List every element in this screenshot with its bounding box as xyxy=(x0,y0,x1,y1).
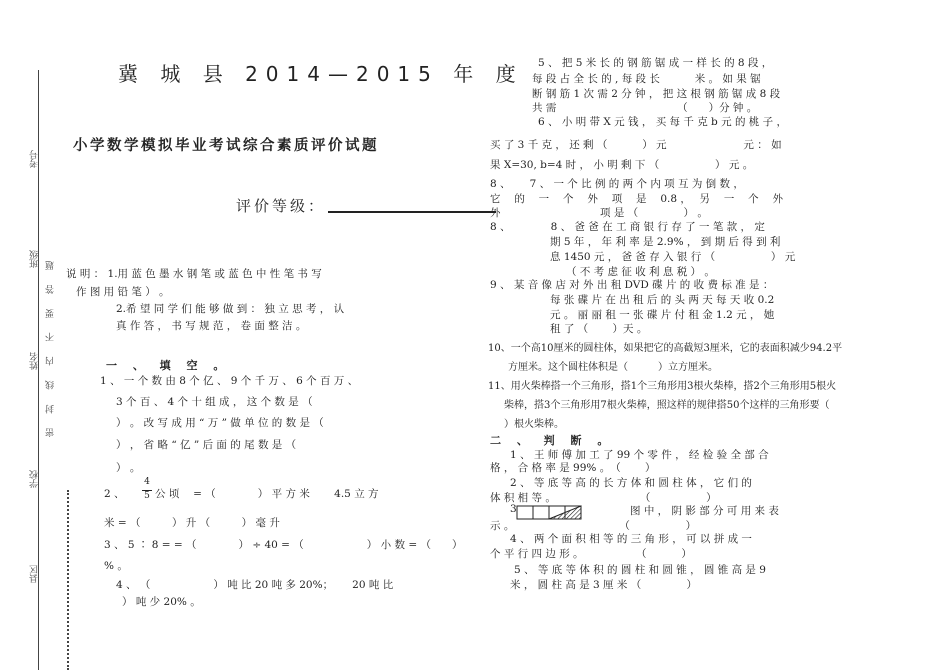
instructions-line3: 2.希 望 同 学 们 能 够 做 到 ： 独 立 思 考 ， 认 xyxy=(116,303,345,315)
q10-line-b: 方厘米。这个圆柱体积是（ ）立方厘米。 xyxy=(508,362,718,373)
q4-line-b: ） 吨 少 20% 。 xyxy=(122,596,201,608)
q11-line-c: ）根火柴棒。 xyxy=(504,419,564,430)
q5-line-a: 5 、 把 5 米 长 的 钢 筋 锯 成 一 样 长 的 8 段 ， xyxy=(538,57,773,69)
q9-line-c: 元 。 丽 丽 租 一 张 碟 片 付 租 金 1.2 元 ， 她 xyxy=(550,309,775,321)
binding-xingming: 姓名 xyxy=(30,352,40,370)
q6-line-a: 6 、 小 明 带 X 元 钱 ， 买 每 千 克 b 元 的 桃 子 ， xyxy=(538,116,787,128)
section-1-heading: 一 、 填 空 。 xyxy=(106,359,231,372)
q2-fraction-numerator: 4 xyxy=(144,477,150,487)
q1-line-b: 3 个 百 、 4 个 十 组 成 ， 这 个 数 是 （ xyxy=(116,396,313,408)
binding-dotted-line xyxy=(67,490,69,670)
q7-line-c: 项 是 （ ） 。 xyxy=(600,207,708,219)
j3-number: 3 xyxy=(510,503,517,515)
q11-line-a: 11、用火柴棒搭一个三角形，搭1个三角形用3根火柴棒，搭2个三角形用5根火 xyxy=(488,381,837,392)
q6-line-c: 果 X=30, b=4 时 ， 小 明 剩 下 （ ） 元 。 xyxy=(490,159,754,171)
j5-line-a: 5 、 等 底 等 体 积 的 圆 柱 和 圆 锥 ， 圆 锥 高 是 9 xyxy=(514,564,766,576)
j1-line-a: 1 、 王 师 傅 加 工 了 99 个 零 件 ， 经 检 验 全 部 合 xyxy=(510,449,769,461)
q7-line-b: 它 的 一 个 外 项 是 0.8 ， 另 一 个 外 xyxy=(490,193,783,205)
q2-line-a: 公 顷 = （ ） 平 方 米 4.5 立 方 xyxy=(155,488,379,500)
q1-line-a: 1 、 一 个 数 由 8 个 亿 、 9 个 千 万 、 6 个 百 万 、 xyxy=(100,375,359,387)
section-2-heading: 二 、 判 断 。 xyxy=(490,434,615,447)
q8-line-a: 8 、 8 、 爸 爸 在 工 商 银 行 存 了 一 笔 款 ， 定 xyxy=(490,221,765,233)
q8-line-c: 息 1450 元 ， 爸 爸 存 入 银 行 （ ） 元 xyxy=(550,251,796,263)
binding-seal: 密 封 线 内 不 要 答 题 xyxy=(46,255,56,438)
q8-line-b: 期 5 年 ， 年 利 率 是 2.9% ， 到 期 后 得 到 利 xyxy=(550,236,781,248)
q3-line-b: % 。 xyxy=(104,560,128,572)
j3-line-b: 示 。 （ ） xyxy=(490,520,697,532)
instructions-line1: 说 明 ： 1.用 蓝 色 墨 水 钢 笔 或 蓝 色 中 性 笔 书 写 xyxy=(66,268,322,280)
q4-line-a: 4 、 （ ） 吨 比 20 吨 多 20%； 20 吨 比 xyxy=(116,579,394,591)
q2-fraction-denominator: 5 xyxy=(144,491,150,501)
q6-line-b: 买 了 3 千 克 ， 还 剩 （ ） 元 元 ： 如 xyxy=(490,139,782,151)
binding-kaohao: 考号 xyxy=(30,150,40,168)
q7-line-a: 8 、 7 、 一 个 比 例 的 两 个 内 项 互 为 倒 数 ， xyxy=(490,178,744,190)
q1-line-d: ） ， 省 略 “ 亿 ” 后 面 的 尾 数 是 （ xyxy=(116,439,297,451)
page-title: 冀 城 县 2014—2015 年 度 xyxy=(118,62,524,86)
q5-line-d: 共 需 （ ）分 钟 。 xyxy=(532,102,758,114)
q7-line-c2: 外 xyxy=(490,207,501,219)
j4-line-b: 个 平 行 四 边 形 。 （ ） xyxy=(490,548,692,560)
grade-label: 评价等级： xyxy=(236,197,327,215)
j3-line-a: 图 中 ， 阴 影 部 分 可 用 来 表 xyxy=(630,505,779,517)
q2-number: 2 、 xyxy=(104,488,125,500)
j5-line-b: 米 ， 圆 柱 高 是 3 厘 米 （ ） xyxy=(510,579,698,591)
j1-line-b: 格 ， 合 格 率 是 99% 。 （ ） xyxy=(490,462,656,474)
q1-line-e: ） 。 xyxy=(116,462,141,474)
q1-line-c: ） 。 改 写 成 用 “ 万 ” 做 单 位 的 数 是 （ xyxy=(116,417,324,429)
j2-line-b: 体 积 相 等 。 （ ） xyxy=(490,492,717,504)
q3-line-a: 3 、 5 ∶ 8 = = （ ） ÷ 40 = （ ） 小 数 = （ ） xyxy=(104,539,463,551)
instructions-line2: 作 图 用 铅 笔 ） 。 xyxy=(76,286,170,298)
q8-line-d: （ 不 考 虑 征 收 利 息 税 ） 。 xyxy=(566,266,715,278)
instructions-line4: 真 作 答 ， 书 写 规 范 ， 卷 面 整 洁 。 xyxy=(116,320,307,332)
q9-line-d: 租 了 （ ）天 。 xyxy=(550,323,648,335)
j2-line-a: 2 、 等 底 等 高 的 长 方 体 和 圆 柱 体 ， 它 们 的 xyxy=(510,477,752,489)
binding-xianqu: 县区 xyxy=(30,565,40,583)
q5-line-c: 断 钢 筋 1 次 需 2 分 钟 ， 把 这 根 钢 筋 锯 成 8 段 xyxy=(532,88,781,100)
q11-line-b: 柴棒，搭3个三角形用7根火柴棒，照这样的规律搭50个这样的三角形要（ xyxy=(504,400,830,411)
page-subtitle: 小学数学模拟毕业考试综合素质评价试题 xyxy=(73,138,379,154)
q10-line-a: 10、一个高10厘米的圆柱体，如果把它的高截短3厘米，它的表面积减少94.2平 xyxy=(488,343,843,354)
binding-xuexiao: 学校 xyxy=(30,470,40,488)
j4-line-a: 4 、 两 个 面 积 相 等 的 三 角 形 ， 可 以 拼 成 一 xyxy=(510,533,752,545)
q9-line-a: 9 、 某 音 像 店 对 外 出 租 DVD 碟 片 的 收 费 标 准 是 ： xyxy=(490,279,774,291)
q9-line-b: 每 张 碟 片 在 出 租 后 的 头 两 天 每 天 收 0.2 xyxy=(550,294,775,306)
q2-line-b: 米 = （ ） 升 （ ） 毫 升 xyxy=(104,517,280,529)
q5-line-b: 每 段 占 全 长 的 , 每 段 长 米 。 如 果 锯 xyxy=(532,73,761,85)
grade-underline[interactable] xyxy=(328,211,496,213)
binding-banji: 班级 xyxy=(30,250,40,268)
